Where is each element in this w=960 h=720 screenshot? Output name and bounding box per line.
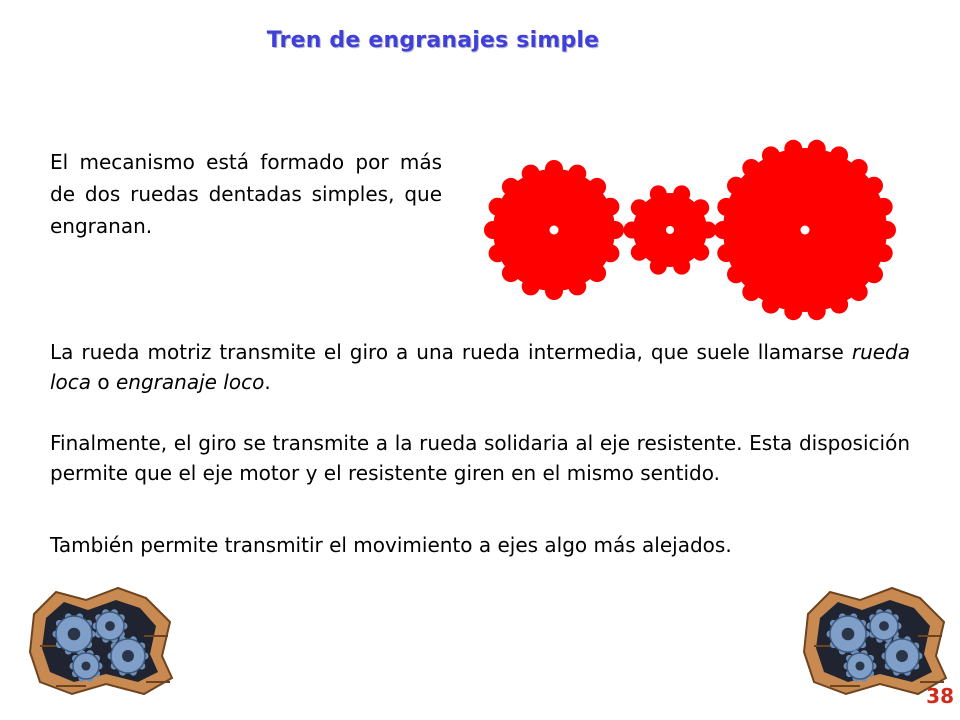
gear-tooth	[502, 178, 520, 196]
gear-tooth	[714, 221, 732, 239]
inner-gear-hub	[896, 650, 908, 662]
gear-tooth	[568, 165, 586, 183]
gear-tooth	[865, 177, 883, 195]
gear-tooth	[850, 159, 868, 177]
gear-tooth	[878, 221, 896, 239]
gear-tooth	[673, 258, 690, 275]
gear-tooth	[850, 283, 868, 301]
gear-tooth	[717, 198, 735, 216]
inner-gear-hub	[105, 621, 115, 631]
gear-tooth	[631, 244, 648, 261]
term-engranaje-loco: engranaje loco	[116, 370, 265, 394]
gear-tooth	[875, 244, 893, 262]
gear-tooth	[717, 244, 735, 262]
inner-gear-hub	[855, 661, 864, 670]
gear-tooth	[784, 140, 802, 158]
gear-tooth	[692, 244, 709, 261]
broken-wall-gears-icon	[800, 586, 950, 696]
gear-tooth	[545, 160, 563, 178]
gear-tooth	[692, 199, 709, 216]
gear-tooth	[545, 282, 563, 300]
page-number: 38	[926, 684, 954, 708]
gear-tooth	[568, 277, 586, 295]
gear-tooth	[673, 185, 690, 202]
gear-tooth	[601, 244, 619, 262]
term-rueda-loca: rueda loca	[50, 340, 910, 394]
gear-tooth	[502, 264, 520, 282]
inner-gear-hub	[122, 650, 134, 662]
paragraph-distance: También permite transmitir el movimiento a ejes algo más alejados.	[50, 533, 732, 557]
gear-tooth	[484, 221, 502, 239]
gear-tooth	[650, 185, 667, 202]
gear-tooth	[522, 277, 540, 295]
gear-tooth	[631, 199, 648, 216]
paragraph-idler-end: .	[264, 370, 271, 394]
gear-tooth	[489, 244, 507, 262]
driving-gear	[484, 160, 624, 300]
gear-tooth	[700, 222, 717, 239]
gear-tooth	[865, 265, 883, 283]
idler-gear	[624, 185, 717, 274]
gear-tooth	[624, 222, 641, 239]
intro-text: El mecanismo está formado por más de dos ruedas dentadas simples, que engranan.	[50, 150, 442, 238]
gear-tooth	[784, 302, 802, 320]
slide-title: Tren de engranajes simple	[266, 28, 600, 53]
inner-gear-hub	[879, 621, 889, 631]
gear-tooth	[742, 159, 760, 177]
inner-gear-hub	[68, 628, 81, 641]
gear-tooth	[601, 198, 619, 216]
gear-tooth	[650, 258, 667, 275]
paragraph-idler-text: La rueda motriz transmite el giro a una rueda intermedia, que suele llamarse	[50, 340, 852, 364]
gear-tooth	[762, 146, 780, 164]
gear-train-illustration	[470, 120, 910, 330]
gear-tooth	[727, 265, 745, 283]
gear-tooth	[808, 140, 826, 158]
gear-tooth	[727, 177, 745, 195]
gear-tooth	[588, 264, 606, 282]
gear-tooth	[808, 302, 826, 320]
gear-tooth	[742, 283, 760, 301]
gear-tooth	[489, 198, 507, 216]
paragraph-idler	[50, 337, 910, 397]
driven-gear	[714, 140, 896, 320]
inner-gear-hub	[81, 661, 90, 670]
gear-tooth	[606, 221, 624, 239]
gear-tooth	[588, 178, 606, 196]
gear-tooth	[830, 296, 848, 314]
paragraph-output: Finalmente, el giro se transmite a la rueda solidaria al eje resistente. Esta disposición permite que el eje motor y el resistente giren en el mismo sentido.	[50, 431, 910, 485]
gear-tooth	[762, 296, 780, 314]
inner-gear-hub	[842, 628, 855, 641]
broken-wall-gears-icon	[26, 586, 176, 696]
gear-tooth	[522, 165, 540, 183]
gear-tooth	[875, 198, 893, 216]
paragraph-idler-connector: o	[91, 370, 116, 394]
gear-tooth	[830, 146, 848, 164]
